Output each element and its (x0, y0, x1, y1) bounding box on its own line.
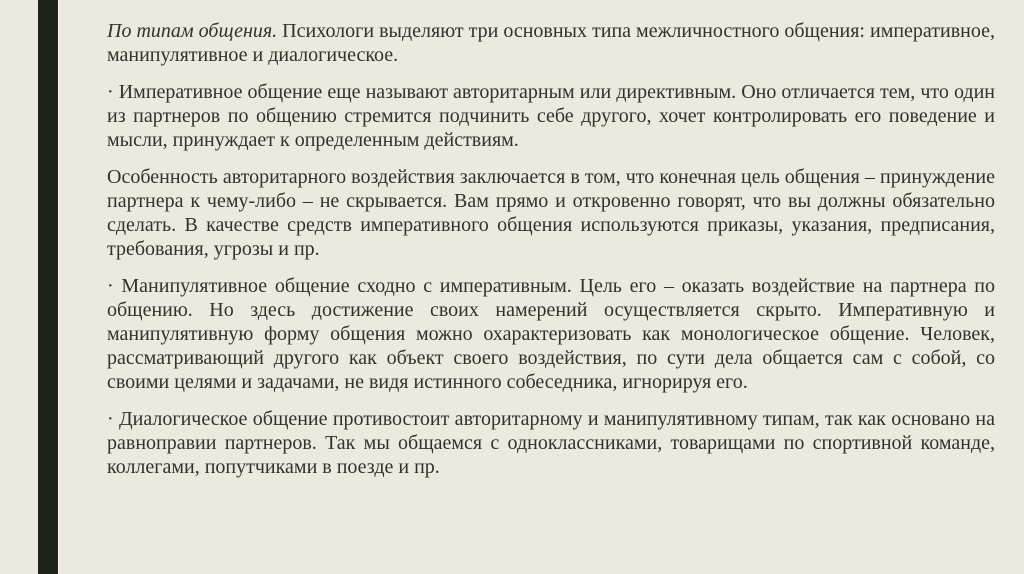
paragraph: · Манипулятивное общение сходно с императивным. Цель его – оказать воздействие на партнера по общению. Но здесь достижение своих намерений осуществляется скрыто. Императивную и манипулятивную форму общения можно охарактеризовать как монологическое общение. Человек, рассматривающий другого как объект своего воздействия, по сути дела общается сам с собой, со своими целями и задачами, не видя истинного собеседника, игнорируя его. (107, 275, 995, 393)
paragraph: · Императивное общение еще называют авторитарным или директивным. Оно отличается тем, что один из партнеров по общению стремится подчинить себе другого, хочет контролировать его поведение и мысли, принуждает к определенным действиям. (107, 81, 995, 151)
paragraph: · Диалогическое общение противостоит авторитарному и манипулятивному типам, так как основано на равноправии партнеров. Так мы общаемся с одноклассниками, товарищами по спортивной команде, коллегами, попутчиками в поезде и пр. (107, 408, 995, 478)
left-accent-bar (38, 0, 58, 574)
slide-text-block (107, 19, 995, 479)
paragraph: Особенность авторитарного воздействия заключается в том, что конечная цель общения – принуждение партнера к чему-либо – не скрывается. Вам прямо и откровенно говорят, что вы должны обязательно сделать. В качестве средств императивного общения используются приказы, указания, предписания, требования, угрозы и пр. (107, 166, 995, 260)
paragraph-lead-italic: По типам общения. (107, 20, 278, 42)
paragraph: По типам общения. Психологи выделяют три основных типа межличностного общения: императивное, манипулятивное и диалогическое. (107, 20, 996, 66)
